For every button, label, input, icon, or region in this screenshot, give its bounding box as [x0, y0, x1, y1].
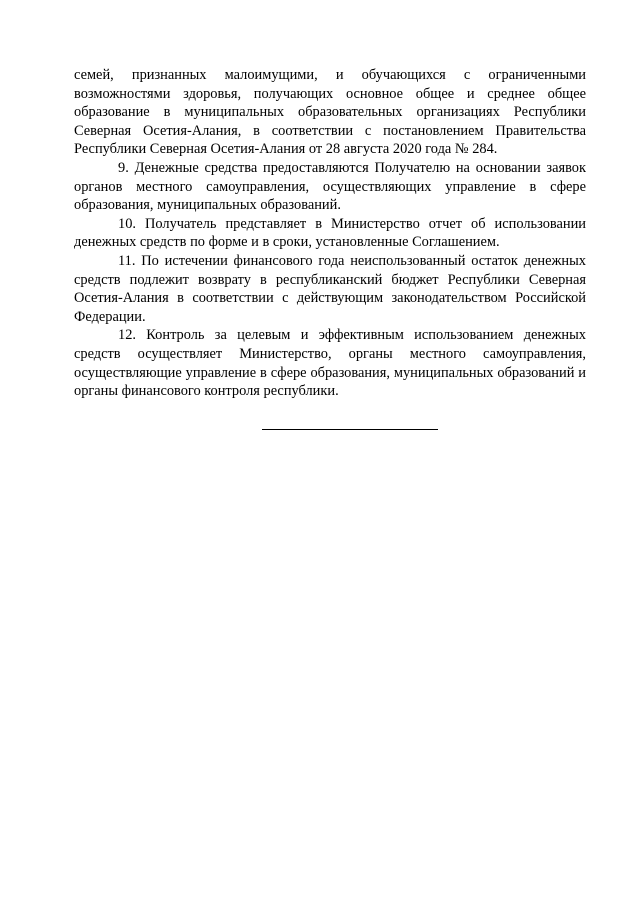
paragraph-continuation: семей, признанных малоимущими, и обучающихся с ограниченными возможностями здоровья, получающих основное общее и среднее общее образование в муниципальных образовательных организациях Республики Северная Осетия-Алания, в соответствии с постановлением Правительства Республики Северная Осетия-Алания от 28 августа 2020 года № 284.	[74, 67, 586, 158]
document-body	[74, 66, 586, 401]
paragraph-item-9: 9. Денежные средства предоставляются Получателю на основании заявок органов местного самоуправления, осуществляющих управление в сфере образования, муниципальных образований.	[74, 159, 586, 214]
paragraph-item-12: 12. Контроль за целевым и эффективным использованием денежных средств осуществляет Министерство, органы местного самоуправления, осуществляющие управление в сфере образования, муниципальных образований и органы финансового контроля республики.	[74, 327, 586, 400]
end-of-document-rule	[262, 429, 438, 430]
paragraph-item-10: 10. Получатель представляет в Министерство отчет об использовании денежных средств по форме и в сроки, установленные Соглашением.	[74, 215, 586, 251]
paragraph-item-11: 11. По истечении финансового года неиспользованный остаток денежных средств подлежит возврату в республиканский бюджет Республики Северная Осетия-Алания в соответствии с действующим законодательством Российской Федерации.	[74, 252, 586, 325]
